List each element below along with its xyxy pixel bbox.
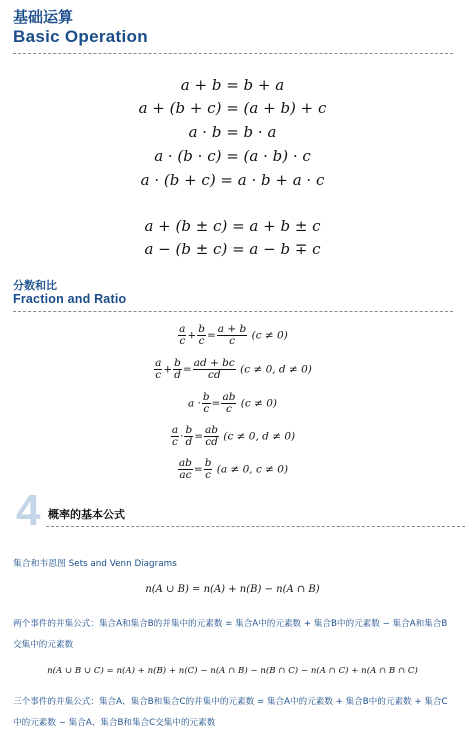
- formula-plus-plusminus: a + (b ± c) = a + b ± c: [144, 217, 321, 235]
- fraction-title-cn: 分数和比: [13, 279, 57, 292]
- denominator: c: [179, 335, 186, 348]
- denominator: c: [205, 469, 211, 482]
- operator: +: [187, 329, 197, 342]
- numerator: a: [179, 323, 186, 335]
- denominator: cd: [207, 369, 221, 382]
- numerator: a: [171, 424, 179, 436]
- numerator: a + b: [217, 323, 247, 335]
- denominator: ac: [179, 469, 192, 482]
- operator: ·: [180, 430, 184, 443]
- fraction-formula-row: a · $\frac{b}{c}$ = $\frac{ab}{c}$ (c ≠ 0): [187, 391, 278, 416]
- formula-distributive: a · (b + c) = a · b + a · c: [140, 171, 325, 189]
- numerator: a: [155, 357, 162, 369]
- condition: (c ≠ 0): [240, 397, 278, 410]
- probability-title: 概率的基本公式: [48, 508, 125, 521]
- condition: (c ≠ 0): [251, 329, 288, 342]
- section-divider: [46, 526, 465, 527]
- basic-title-cn: 基础运算: [13, 8, 74, 26]
- condition: (c ≠ 0, d ≠ 0): [240, 363, 312, 376]
- numerator: b: [174, 357, 181, 369]
- section-divider: [13, 311, 453, 312]
- denominator: c: [198, 335, 205, 348]
- union-two-sets-text: 两个事件的并集公式：集合A和集合B的并集中的元素数 = 集合A中的元素数 + 集合B中的元素数 − 集合A和集合B交集中的元素数: [13, 619, 448, 650]
- fraction-formula-row: $\frac{ab}{ac}$ = $\frac{b}{c}$ (a ≠ 0, c ≠ 0): [178, 457, 289, 482]
- numerator: ab: [205, 424, 218, 436]
- formula-commutative-add: a + b = b + a: [180, 76, 285, 94]
- denominator: cd: [205, 436, 218, 449]
- numerator: ab: [222, 391, 236, 403]
- numerator: ad + bc: [193, 357, 235, 369]
- denominator: c: [155, 369, 162, 382]
- condition: (a ≠ 0, c ≠ 0): [216, 463, 289, 476]
- denominator: c: [229, 335, 235, 348]
- denominator: c: [172, 436, 178, 449]
- union-three-sets-text: 三个事件的并集公式：集合A、集合B和集合C的并集中的元素数 = 集合A中的元素数 + 集合B中的元素数 + 集合C中的元素数 − 集合A、集合B和集合C交集中的元素数: [13, 697, 448, 728]
- condition: (c ≠ 0, d ≠ 0): [223, 430, 296, 443]
- numerator: b: [204, 457, 212, 469]
- denominator: c: [226, 403, 232, 416]
- fraction-formula-row: $\frac{a}{c}$ + $\frac{b}{c}$ = $\frac{a + b}{c}$ (c ≠ 0): [179, 323, 288, 348]
- numerator: b: [202, 391, 210, 403]
- probability-section-header: [16, 486, 465, 535]
- denominator: c: [203, 403, 210, 416]
- fraction-title-en: Fraction and Ratio: [13, 292, 127, 306]
- formula-associative-mul: a · (b · c) = (a · b) · c: [154, 147, 311, 165]
- numerator: b: [185, 424, 193, 436]
- union-two-sets-formula: n(A ∪ B) = n(A) + n(B) − n(A ∩ B): [145, 584, 320, 595]
- basic-title-en: Basic Operation: [13, 27, 148, 46]
- section-number: 4: [16, 486, 41, 535]
- section-divider: [13, 53, 453, 54]
- numerator: ab: [178, 457, 192, 469]
- operator: +: [163, 363, 173, 376]
- formula-associative-add: a + (b + c) = (a + b) + c: [138, 99, 327, 117]
- denominator: d: [185, 436, 193, 449]
- plain-term: a ·: [187, 397, 201, 410]
- formula-commutative-mul: a · b = b · a: [188, 123, 277, 141]
- fraction-formula-row: $\frac{a}{c}$ + $\frac{b}{d}$ = $\frac{ad + bc}{cd}$ (c ≠ 0, d ≠ 0): [155, 357, 312, 382]
- denominator: d: [174, 369, 181, 382]
- sets-venn-heading: 集合和韦恩图 Sets and Venn Diagrams: [13, 559, 177, 569]
- formula-minus-plusminus: a − (b ± c) = a − b ∓ c: [144, 240, 321, 258]
- union-three-sets-formula: n(A ∪ B ∪ C) = n(A) + n(B) + n(C) − n(A ∩ B) − n(B ∩ C) − n(A ∩ C) + n(A ∩ B ∩ C): [47, 666, 418, 676]
- fraction-formula-row: $\frac{a}{c}$ · $\frac{b}{d}$ = $\frac{ab}{cd}$ (c ≠ 0, d ≠ 0): [171, 424, 296, 449]
- numerator: b: [198, 323, 205, 335]
